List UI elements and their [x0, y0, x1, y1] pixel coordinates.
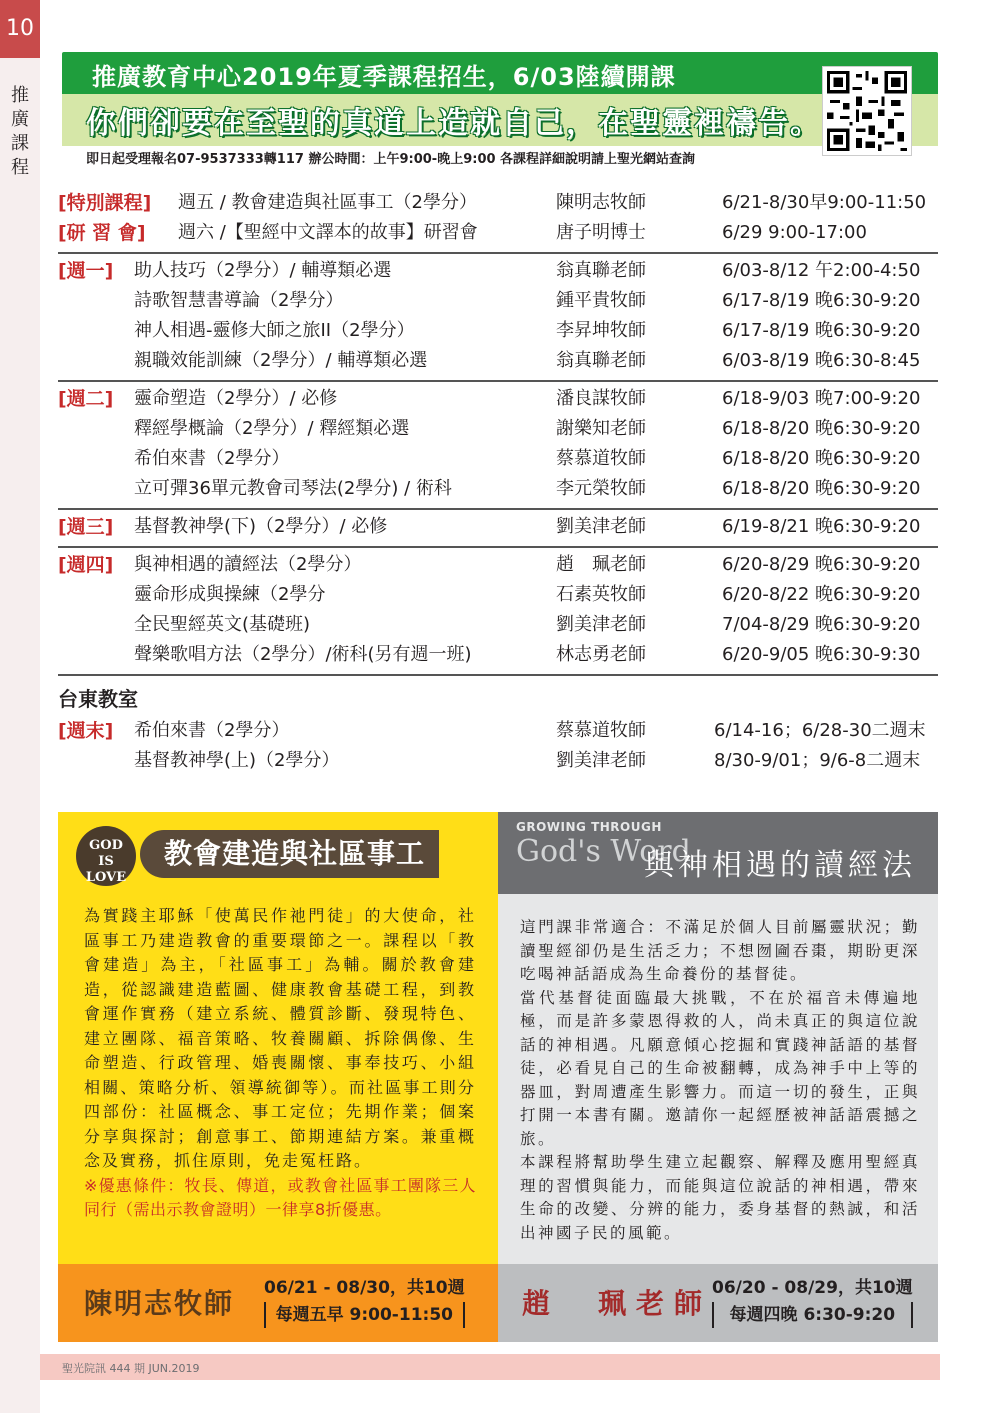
teacher-name: 謝樂知老師: [556, 418, 646, 439]
card-body: [520, 916, 920, 1245]
card-dates: 06/21 - 08/30，共10週: [264, 1278, 465, 1298]
card-dates: 06/20 - 08/29，共10週: [712, 1278, 913, 1298]
schedule-row: [58, 512, 938, 542]
banner-verse-strip: [62, 94, 938, 146]
card-schedule: [712, 1276, 913, 1328]
row-tag: [週四]: [58, 554, 114, 576]
teacher-name: 陳明志牧師: [556, 192, 646, 213]
course-title: 詩歌智慧書導論（2學分）: [134, 290, 344, 311]
course-time: 6/18-8/20 晚6:30-9:20: [722, 418, 921, 439]
row-tag: [週三]: [58, 516, 114, 538]
footer-text: 聖光院訊 444 期 JUN.2019: [62, 1362, 200, 1375]
teacher-name: 林志勇老師: [556, 644, 646, 665]
course-cards: [58, 812, 938, 1342]
growing-through-label: GROWING THROUGH: [516, 820, 662, 834]
teacher-name: 潘良謀牧師: [556, 388, 646, 409]
schedule-row: [58, 610, 938, 640]
course-title: 希伯來書（2學分）: [134, 448, 290, 469]
schedule-row: [58, 580, 938, 610]
course-title: 靈命塑造（2學分）/ 必修: [134, 388, 338, 409]
card-paragraph: 當代基督徒面臨最大挑戰，不在於福音未傳遍地極，而是許多蒙恩得救的人，尚未真正的與這位說話的神相遇。凡願意傾心挖掘和實踐神話語的基督徒，必看見自己的生命被翻轉，成為神手中上等的器皿，對周遭產生影響力。而這一切的發生，正與打開一本書有關。邀請你一起經歷被神話語震撼之旅。: [520, 988, 920, 1148]
course-title: 與神相遇的讀經法（2學分）: [134, 554, 362, 575]
course-schedule: [58, 186, 938, 780]
banner-info: 即日起受理報名07-9537333轉117 辦公時間：上午9:00-晚上9:00 各課程詳細說明請上聖光網站查詢: [86, 152, 696, 167]
card-bible-reading: [498, 812, 938, 1342]
card-schedule: [264, 1276, 465, 1328]
wednesday-section: [58, 510, 938, 548]
course-title: 助人技巧（2學分）/ 輔導類必選: [134, 260, 392, 281]
teacher-name: 蔡慕道牧師: [556, 720, 646, 741]
row-tag: [特別課程]: [58, 192, 152, 214]
schedule-row: [58, 474, 938, 504]
special-section: [58, 186, 938, 254]
banner-verse: 你們卻要在至聖的真道上造就自己，在聖靈裡禱告。: [86, 106, 822, 141]
teacher-name: 劉美津老師: [556, 516, 646, 537]
thursday-section: [58, 548, 938, 676]
section-label-char: 推: [11, 85, 29, 106]
card-hours: 每週五早 9:00-11:50: [264, 1302, 465, 1328]
course-title: 週五 / 教會建造與社區事工（2學分）: [178, 192, 477, 213]
row-tag: [週一]: [58, 260, 114, 282]
teacher-name: 石素英牧師: [556, 584, 646, 605]
promo-note: ※優惠條件：牧長、傳道，或教會社區事工團隊三人同行（需出示教會證明）一律享8折優惠。: [84, 1175, 476, 1219]
schedule-row: [58, 746, 938, 776]
row-tag: [研 習 會]: [58, 222, 146, 244]
course-time: 6/17-8/19 晚6:30-9:20: [722, 290, 921, 311]
teacher-name: 李元榮牧師: [556, 478, 646, 499]
section-label-char: 課: [11, 133, 29, 154]
card-church-building: [58, 812, 498, 1342]
page-number: 10: [0, 0, 40, 58]
header-banner: [62, 52, 938, 168]
card-header: [498, 812, 938, 894]
side-strip: [0, 0, 40, 1413]
course-time: 6/17-8/19 晚6:30-9:20: [722, 320, 921, 341]
teacher-name: 趙 珮老師: [556, 554, 646, 575]
course-title: 神人相遇-靈修大師之旅II（2學分）: [134, 320, 415, 341]
row-tag: [週末]: [58, 720, 114, 742]
course-time: 6/18-8/20 晚6:30-9:20: [722, 448, 921, 469]
course-time: 6/19-8/21 晚6:30-9:20: [722, 516, 921, 537]
card-header: [58, 812, 498, 892]
course-time: 7/04-8/29 晚6:30-9:20: [722, 614, 921, 635]
schedule-row: [58, 384, 938, 414]
course-time: 6/20-8/29 晚6:30-9:20: [722, 554, 921, 575]
location-title: 台東教室: [58, 687, 138, 711]
logo-line: LOVE: [85, 870, 127, 885]
card-title: 教會建造與社區事工: [140, 830, 439, 878]
course-time: 8/30-9/01；9/6-8二週末: [714, 750, 921, 771]
card-teacher: 陳明志牧師: [84, 1287, 235, 1320]
card-body: [84, 904, 476, 1223]
logo-line: GOD: [89, 838, 123, 853]
schedule-row: [58, 188, 938, 218]
gods-word-label: God's Word: [516, 834, 691, 869]
course-title: 立可彈36單元教會司琴法(2學分) / 術科: [134, 478, 452, 499]
tuesday-section: [58, 382, 938, 510]
schedule-row: [58, 286, 938, 316]
course-title: 全民聖經英文(基礎班): [134, 614, 311, 635]
teacher-name: 李昇坤牧師: [556, 320, 646, 341]
section-label: [0, 84, 40, 180]
card-footer: [58, 1264, 498, 1342]
course-time: 6/14-16；6/28-30二週末: [714, 720, 926, 741]
teacher-name: 唐子明博士: [556, 222, 646, 243]
card-hours: 每週四晚 6:30-9:20: [712, 1302, 913, 1328]
course-time: 6/21-8/30早9:00-11:50: [722, 192, 927, 213]
course-title: 釋經學概論（2學分）/ 釋經類必選: [134, 418, 410, 439]
schedule-row: [58, 346, 938, 376]
teacher-name: 鍾平貴牧師: [556, 290, 646, 311]
schedule-row: [58, 256, 938, 286]
course-title: 週六 /【聖經中文譯本的故事】研習會: [178, 222, 478, 243]
card-teacher: 趙 珮老師: [522, 1287, 713, 1320]
schedule-row: [58, 444, 938, 474]
schedule-row: [58, 414, 938, 444]
course-time: 6/03-8/12 午2:00-4:50: [722, 260, 921, 281]
god-is-love-logo: [76, 826, 136, 886]
schedule-row: [58, 218, 938, 248]
banner-title: 推廣教育中心2019年夏季課程招生，6/03陸續開課: [62, 52, 938, 102]
course-title: 親職效能訓練（2學分）/ 輔導類必選: [134, 350, 428, 371]
schedule-row: [58, 550, 938, 580]
teacher-name: 劉美津老師: [556, 750, 646, 771]
course-title: 聲樂歌唱方法（2學分）/術科(另有週一班): [134, 644, 472, 665]
course-time: 6/03-8/19 晚6:30-8:45: [722, 350, 921, 371]
course-title: 靈命形成與操練（2學分: [134, 584, 326, 605]
card-description: 為實踐主耶穌「使萬民作祂門徒」的大使命，社區事工乃建造教會的重要環節之一。課程以「教會建造」為主，「社區事工」為輔。關於教會建造，從認識建造藍圖、健康教會基礎工程，到教會運作實務（建立系統、體質診斷、發現特色、建立團隊、福音策略、牧養關顧、拆除偶像、生命塑造、行政管理、婚喪關懷、事奉技巧、小組相關、策略分析、領導統御等）。而社區事工則分四部份：社區概念、事工定位；先期作業；個案分享與探討；創意事工、節期連結方案。兼重概念及實務，抓住原則，免走冤枉路。: [84, 906, 476, 1170]
taitung-section: [58, 676, 938, 780]
teacher-name: 劉美津老師: [556, 614, 646, 635]
logo-line: IS: [98, 854, 114, 869]
schedule-row: [58, 316, 938, 346]
card-paragraph: 這門課非常適合：不滿足於個人目前屬靈狀況；勤讀聖經卻仍是生活乏力；不想囫圇吞棗，期盼更深吃喝神話語成為生命養份的基督徒。: [520, 918, 920, 983]
section-label-char: 廣: [11, 109, 29, 130]
qr-code-icon[interactable]: [822, 66, 912, 156]
schedule-row: [58, 716, 938, 746]
card-footer: [498, 1264, 938, 1342]
course-time: 6/20-8/22 晚6:30-9:20: [722, 584, 921, 605]
course-title: 基督教神學(下)（2學分）/ 必修: [134, 516, 388, 537]
course-time: 6/18-8/20 晚6:30-9:20: [722, 478, 921, 499]
teacher-name: 蔡慕道牧師: [556, 448, 646, 469]
card-paragraph: 本課程將幫助學生建立起觀察、解釋及應用聖經真理的習慣與能力，而能與這位說話的神相遇，帶來生命的改變、分辨的能力，委身基督的熱誠，和活出神國子民的風範。: [520, 1153, 920, 1242]
course-time: 6/29 9:00-17:00: [722, 222, 867, 243]
card-title: 與神相遇的讀經法: [644, 848, 916, 883]
course-time: 6/20-9/05 晚6:30-9:30: [722, 644, 921, 665]
course-time: 6/18-9/03 晚7:00-9:20: [722, 388, 921, 409]
monday-section: [58, 254, 938, 382]
course-title: 希伯來書（2學分）: [134, 720, 290, 741]
schedule-row: [58, 640, 938, 670]
section-label-char: 程: [11, 157, 29, 178]
course-title: 基督教神學(上)（2學分）: [134, 750, 340, 771]
row-tag: [週二]: [58, 388, 114, 410]
teacher-name: 翁真聯老師: [556, 260, 646, 281]
teacher-name: 翁真聯老師: [556, 350, 646, 371]
